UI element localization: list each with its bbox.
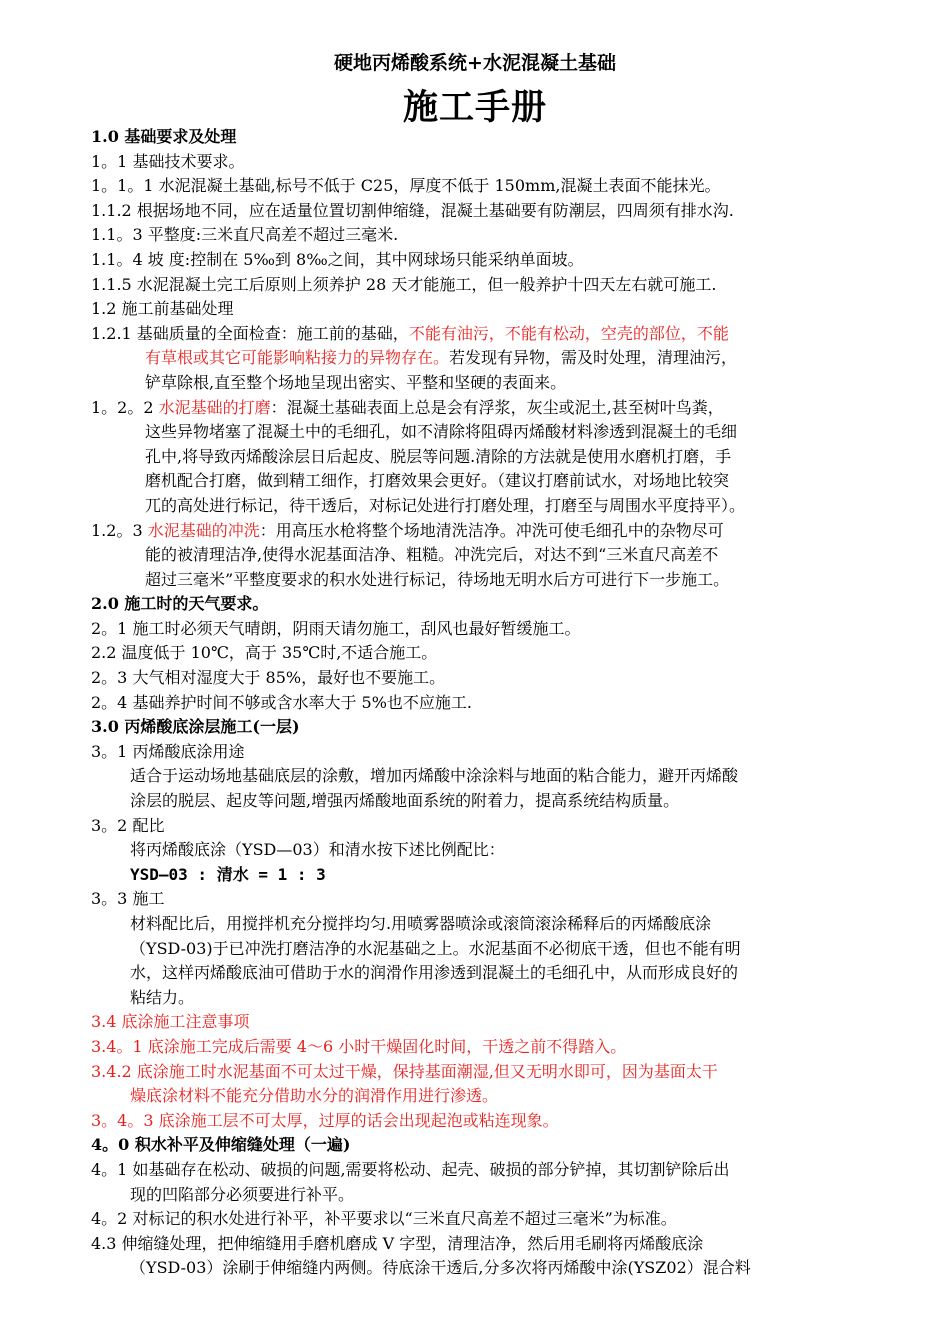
document-title: 施工手册 <box>402 87 547 128</box>
paragraph-3-4-2-line2: 燥底涂材料不能充分借助水分的润滑作用进行渗透。 <box>130 1086 499 1106</box>
paragraph-1-2-3-line3: 超过三毫米”平整度要求的积水处进行标记，待场地无明水后方可进行下一步施工。 <box>145 569 730 589</box>
paragraph-1-2-1-line1 <box>91 322 866 347</box>
paragraph-3-2: 3。2 配比 <box>91 815 165 835</box>
mix-ratio-formula: YSD—03 : 清水 = 1 : 3 <box>130 864 326 884</box>
paragraph-3-4-2-line1: 3.4.2 底涂施工时水泥基面不可太过干燥，保持基面潮湿,但又无明水即可，因为基面太干 <box>91 1061 718 1081</box>
paragraph-3-3-body-line4: 粘结力。 <box>130 987 195 1007</box>
highlight-text: 水泥基础的打磨 <box>158 397 271 417</box>
document-subtitle: 硬地丙烯酸系统+水泥混凝土基础 <box>334 52 616 74</box>
document-body <box>91 125 866 1281</box>
text-run: 若发现有异物，需及时处理，清理油污， <box>449 348 738 368</box>
section-heading-1: 1.0 基础要求及处理 <box>91 127 237 146</box>
highlight-text: 有草根或其它可能影响粘接力的异物存在。 <box>145 348 450 368</box>
paragraph-3-1-body-line1: 适合于运动场地基础底层的涂敷，增加丙烯酸中涂涂料与地面的粘合能力，避开丙烯酸 <box>130 766 739 786</box>
paragraph-3-3-body-line1: 材料配比后，用搅拌机充分搅拌均匀.用喷雾器喷涂或滚筒滚涂稀释后的丙烯酸底涂 <box>130 914 712 933</box>
paragraph-1-1-1: 1。1。1 水泥混凝土基础,标号不低于 C25，厚度不低于 150mm,混凝土表面不能抹光。 <box>91 176 721 196</box>
section-heading-3: 3.0 丙烯酸底涂层施工(一层) <box>91 717 300 737</box>
text-run: ：混凝土基础表面上总是会有浮浆，灰尘或泥土,甚至树叶鸟粪， <box>270 397 724 417</box>
paragraph-1-2-3-line2: 能的被清理洁净,使得水泥基面洁净、粗糙。冲洗完后，对达不到“三米直尺高差不 <box>145 545 719 565</box>
paragraph-3-4-3: 3。4。3 底涂施工层不可太厚，过厚的话会出现起泡或粘连现象。 <box>91 1110 559 1130</box>
paragraph-3-1-body-line2: 涂层的脱层、起皮等问题,增强丙烯酸地面系统的附着力，提高系统结构质量。 <box>130 791 680 811</box>
paragraph-1-2-2-line3: 孔中,将导致丙烯酸涂层日后起皮、脱层等问题.清除的方法就是使用水磨机打磨，手 <box>145 446 732 466</box>
paragraph-4-3-line1: 4.3 伸缩缝处理，把伸缩缝用手磨机磨成 V 字型，清理洁净，然后用毛刷将丙烯酸底涂 <box>91 1233 704 1253</box>
highlight-text: 不能有油污，不能有松动，空壳的部位，不能 <box>408 323 729 343</box>
paragraph-1-2: 1.2 施工前基础处理 <box>91 299 234 319</box>
section-heading-4: 4。0 积水补平及伸缩缝处理（一遍) <box>91 1135 351 1155</box>
paragraph-4-3-line2: （YSD-03）涂刷于伸缩缝内两侧。待底涂干透后,分多次将丙烯酸中涂(YSZ02）混合料 <box>130 1258 751 1278</box>
text-run: ：用高压水枪将整个场地清洗洁净。冲洗可使毛细孔中的杂物尽可 <box>259 520 724 540</box>
paragraph-1-1-4: 1.1。4 坡 度:控制在 5‰到 8‰之间，其中网球场只能采纳单面坡。 <box>91 249 584 269</box>
paragraph-1-2-2-line1 <box>91 396 866 421</box>
text-run: 1。2。2 <box>91 397 159 417</box>
paragraph-2-1: 2。1 施工时必须天气晴朗，阴雨天请勿施工，刮风也最好暂缓施工。 <box>91 618 581 638</box>
paragraph-1-2-2-line2: 这些异物堵塞了混凝土中的毛细孔，如不清除将阻碍丙烯酸材料渗透到混凝土的毛细 <box>145 422 738 442</box>
paragraph-1-2-1-line3: 铲草除根,直至整个场地呈现出密实、平整和坚硬的表面来。 <box>145 372 567 392</box>
paragraph-1-1-5: 1.1.5 水泥混凝土完工后原则上须养护 28 天才能施工，但一般养护十四天左右就可施工. <box>91 274 717 294</box>
paragraph-1-1-2: 1.1.2 根据场地不同，应在适量位置切割伸缩缝，混凝土基础要有防潮层，四周须有排水沟. <box>91 200 734 220</box>
paragraph-3-3: 3。3 施工 <box>91 889 165 909</box>
paragraph-4-2: 4。2 对标记的积水处进行补平，补平要求以“三米直尺高差不超过三毫米”为标准。 <box>91 1209 677 1229</box>
text-run: 1.2.1 基础质量的全面检查：施工前的基础， <box>91 323 409 343</box>
paragraph-2-2: 2.2 温度低于 10℃，高于 35℃时,不适合施工。 <box>91 643 438 663</box>
paragraph-1-2-2-line5: 兀的高处进行标记，待干透后，对标记处进行打磨处理，打磨至与周围水平度持平）。 <box>145 495 746 515</box>
paragraph-3-1: 3。1 丙烯酸底涂用途 <box>91 741 245 761</box>
paragraph-1-1-3: 1.1。3 平整度:三米直尺高差不超过三毫米. <box>91 225 399 245</box>
paragraph-3-4: 3.4 底涂施工注意事项 <box>91 1012 250 1032</box>
paragraph-1-1: 1。1 基础技术要求。 <box>91 151 245 171</box>
paragraph-4-1-line1: 4。1 如基础存在松动、破损的问题,需要将松动、起壳、破损的部分铲掉，其切割铲除后出 <box>91 1159 730 1179</box>
paragraph-1-2-1-line2 <box>91 346 866 371</box>
section-heading-2: 2.0 施工时的天气要求。 <box>91 594 269 614</box>
paragraph-2-3: 2。3 大气相对湿度大于 85%，最好也不要施工。 <box>91 668 446 688</box>
paragraph-1-2-2-line4: 磨机配合打磨，做到精工细作，打磨效果会更好。（建议打磨前试水，对场地比较突 <box>145 471 730 491</box>
paragraph-1-2-3-line1 <box>91 519 866 544</box>
paragraph-2-4: 2。4 基础养护时间不够或含水率大于 5%也不应施工. <box>91 692 473 712</box>
highlight-text: 水泥基础的冲洗 <box>147 520 260 540</box>
paragraph-3-4-1: 3.4。1 底涂施工完成后需要 4～6 小时干燥固化时间，干透之前不得踏入。 <box>91 1036 627 1056</box>
text-run: 1.2。3 <box>91 520 148 540</box>
paragraph-3-3-body-line2: （YSD-03)于已冲洗打磨洁净的水泥基础之上。水泥基面不必彻底干透，但也不能有明 <box>130 938 741 958</box>
paragraph-4-1-line2: 现的凹陷部分必须要进行补平。 <box>130 1184 355 1204</box>
paragraph-3-2-body: 将丙烯酸底涂（YSD—03）和清水按下述比例配比： <box>130 840 505 860</box>
paragraph-3-3-body-line3: 水，这样丙烯酸底油可借助于水的润滑作用渗透到混凝土的毛细孔中，从而形成良好的 <box>130 963 739 983</box>
